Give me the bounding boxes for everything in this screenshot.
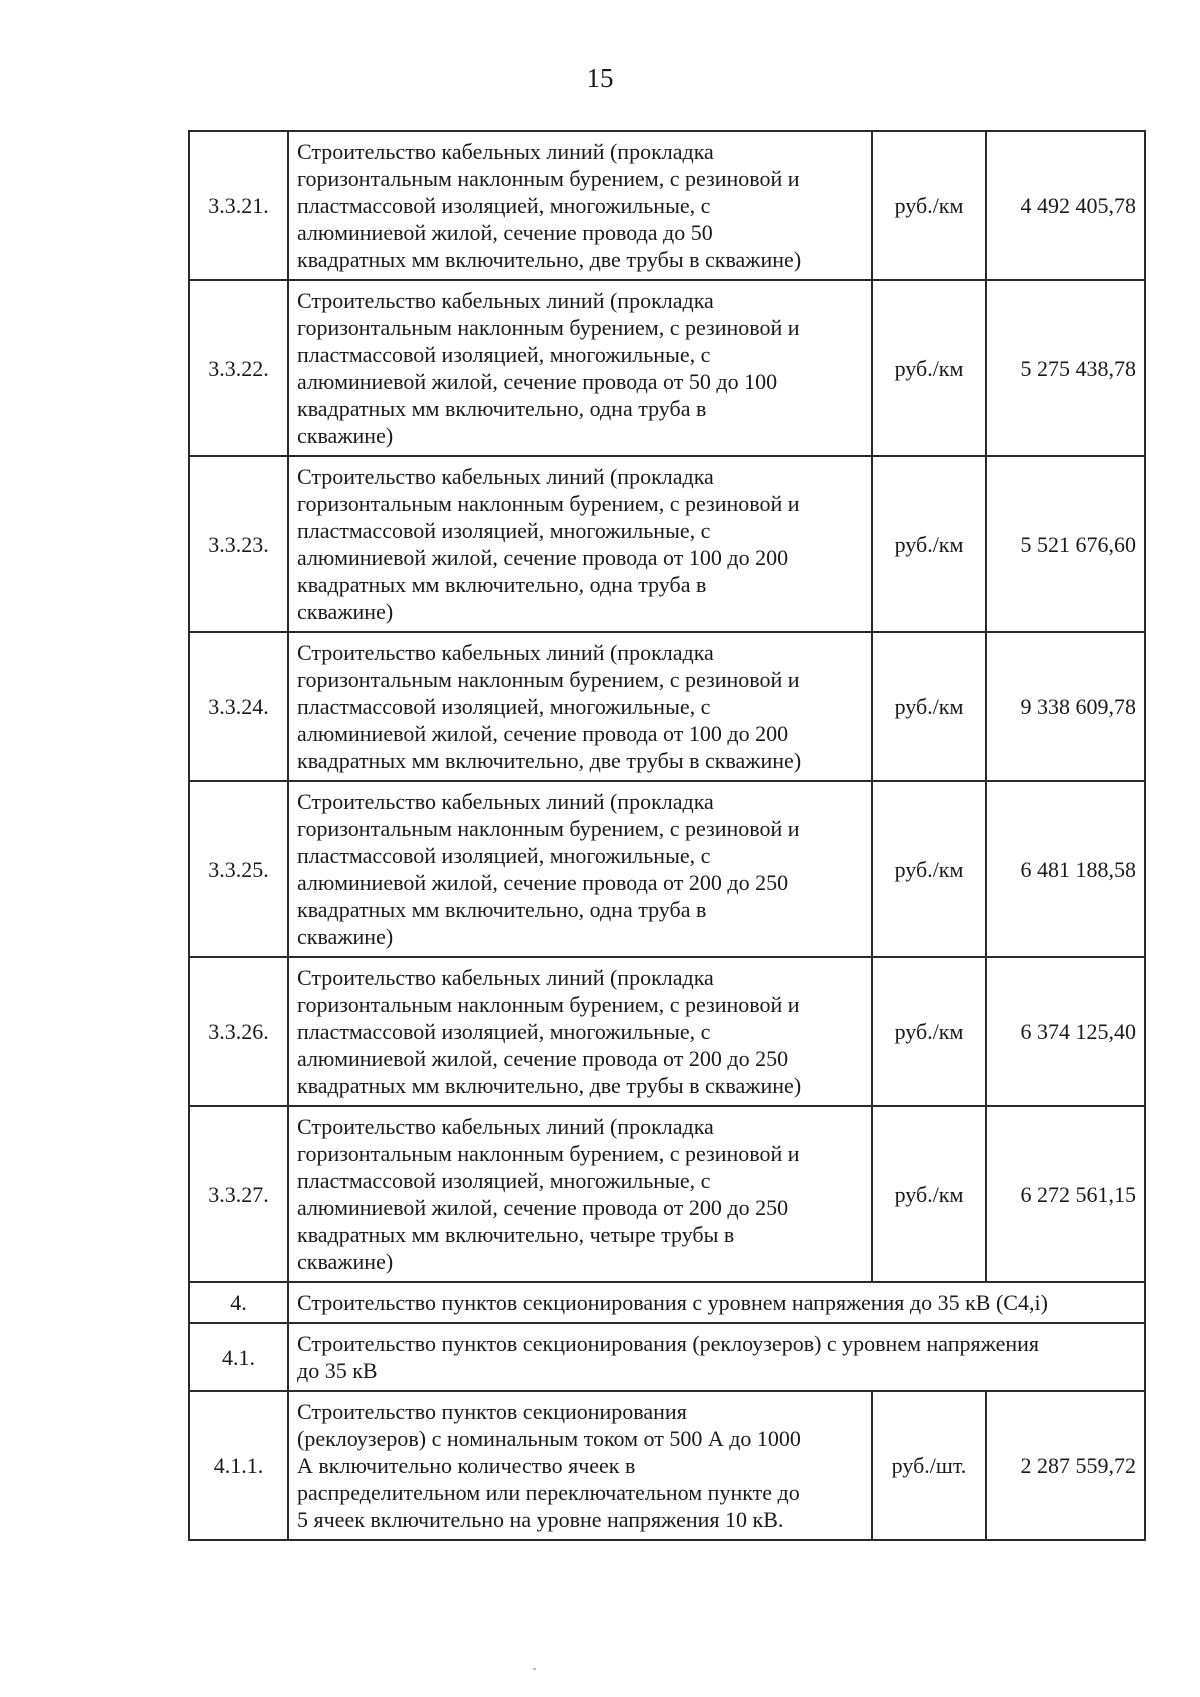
description-line: алюминиевой жилой, сечение провода от 200 до 250 [297, 870, 789, 895]
description-line: Строительство кабельных линий (прокладка [297, 288, 714, 313]
scan-speck [533, 1668, 536, 1670]
description-line: пластмассовой изоляцией, многожильные, с [297, 518, 711, 543]
item-number: 3.3.27. [189, 1106, 288, 1282]
description-line: скважине) [297, 924, 394, 949]
description-line: горизонтальным наклонным бурением, с резиновой и [297, 315, 800, 340]
item-description [288, 456, 872, 632]
tariff-table [188, 130, 1146, 1541]
description-line: горизонтальным наклонным бурением, с резиновой и [297, 1141, 800, 1166]
description-line: пластмассовой изоляцией, многожильные, с [297, 193, 711, 218]
item-number: 3.3.23. [189, 456, 288, 632]
description-line: скважине) [297, 423, 394, 448]
table-body [189, 131, 1145, 1540]
description-line: квадратных мм включительно, одна труба в [297, 396, 707, 421]
item-description [288, 1323, 1145, 1391]
table-row [189, 456, 1145, 632]
description-line: Строительство кабельных линий (прокладка [297, 965, 714, 990]
description-line: квадратных мм включительно, две трубы в скважине) [297, 748, 802, 773]
item-unit: руб./шт. [872, 1391, 986, 1540]
item-description [288, 1282, 1145, 1323]
item-price: 6 272 561,15 [986, 1106, 1145, 1282]
description-line: пластмассовой изоляцией, многожильные, с [297, 342, 711, 367]
table-row [189, 1282, 1145, 1323]
table-row [189, 280, 1145, 456]
description-line: алюминиевой жилой, сечение провода от 100 до 200 [297, 721, 789, 746]
description-line: Строительство пунктов секционирования (реклоузеров) с уровнем напряжения [297, 1331, 1039, 1356]
item-price: 6 374 125,40 [986, 957, 1145, 1106]
table-row [189, 1106, 1145, 1282]
item-description [288, 1391, 872, 1540]
table-row [189, 632, 1145, 781]
description-line: алюминиевой жилой, сечение провода от 200 до 250 [297, 1195, 789, 1220]
description-line: квадратных мм включительно, одна труба в [297, 572, 707, 597]
description-line: Строительство кабельных линий (прокладка [297, 139, 714, 164]
description-line: пластмассовой изоляцией, многожильные, с [297, 1168, 711, 1193]
description-line: Строительство пунктов секционирования [297, 1399, 687, 1424]
item-description [288, 781, 872, 957]
item-unit: руб./км [872, 1106, 986, 1282]
item-number: 3.3.26. [189, 957, 288, 1106]
item-unit: руб./км [872, 131, 986, 280]
item-number: 3.3.25. [189, 781, 288, 957]
description-line: алюминиевой жилой, сечение провода от 50 до 100 [297, 369, 778, 394]
description-line: квадратных мм включительно, две трубы в скважине) [297, 1073, 802, 1098]
description-line: горизонтальным наклонным бурением, с резиновой и [297, 992, 800, 1017]
item-price: 6 481 188,58 [986, 781, 1145, 957]
item-unit: руб./км [872, 632, 986, 781]
description-line: Строительство кабельных линий (прокладка [297, 464, 714, 489]
item-unit: руб./км [872, 781, 986, 957]
description-line: (реклоузеров) с номинальным током от 500 А до 1000 [297, 1426, 801, 1451]
description-line: Строительство кабельных линий (прокладка [297, 640, 714, 665]
description-line: квадратных мм включительно, четыре трубы в [297, 1222, 735, 1247]
item-price: 2 287 559,72 [986, 1391, 1145, 1540]
item-number: 4.1.1. [189, 1391, 288, 1540]
description-line: 5 ячеек включительно на уровне напряжения 10 кВ. [297, 1507, 784, 1532]
description-line: Строительство пунктов секционирования с уровнем напряжения до 35 кВ (С4,i) [297, 1290, 1048, 1315]
item-number: 3.3.21. [189, 131, 288, 280]
item-unit: руб./км [872, 280, 986, 456]
description-line: Строительство кабельных линий (прокладка [297, 1114, 714, 1139]
item-unit: руб./км [872, 957, 986, 1106]
description-line: до 35 кВ [297, 1358, 378, 1383]
description-line: распределительном или переключательном пункте до [297, 1480, 800, 1505]
item-price: 9 338 609,78 [986, 632, 1145, 781]
description-line: алюминиевой жилой, сечение провода до 50 [297, 220, 713, 245]
description-line: алюминиевой жилой, сечение провода от 100 до 200 [297, 545, 789, 570]
description-line: горизонтальным наклонным бурением, с резиновой и [297, 491, 800, 516]
description-line: горизонтальным наклонным бурением, с резиновой и [297, 667, 800, 692]
description-line: алюминиевой жилой, сечение провода от 200 до 250 [297, 1046, 789, 1071]
item-description [288, 280, 872, 456]
item-description [288, 1106, 872, 1282]
item-description [288, 131, 872, 280]
item-number: 3.3.22. [189, 280, 288, 456]
page-number: 15 [586, 63, 614, 93]
item-number: 4. [189, 1282, 288, 1323]
description-line: А включительно количество ячеек в [297, 1453, 636, 1478]
item-unit: руб./км [872, 456, 986, 632]
item-number: 3.3.24. [189, 632, 288, 781]
table-row [189, 131, 1145, 280]
description-line: горизонтальным наклонным бурением, с резиновой и [297, 816, 800, 841]
description-line: пластмассовой изоляцией, многожильные, с [297, 843, 711, 868]
item-price: 5 275 438,78 [986, 280, 1145, 456]
table-row [189, 781, 1145, 957]
description-line: скважине) [297, 599, 394, 624]
item-description [288, 632, 872, 781]
description-line: квадратных мм включительно, одна труба в [297, 897, 707, 922]
description-line: Строительство кабельных линий (прокладка [297, 789, 714, 814]
item-number: 4.1. [189, 1323, 288, 1391]
table-row [189, 957, 1145, 1106]
table-row [189, 1323, 1145, 1391]
description-line: горизонтальным наклонным бурением, с резиновой и [297, 166, 800, 191]
item-price: 5 521 676,60 [986, 456, 1145, 632]
description-line: квадратных мм включительно, две трубы в скважине) [297, 247, 802, 272]
table-row [189, 1391, 1145, 1540]
description-line: пластмассовой изоляцией, многожильные, с [297, 694, 711, 719]
description-line: скважине) [297, 1249, 394, 1274]
item-price: 4 492 405,78 [986, 131, 1145, 280]
item-description [288, 957, 872, 1106]
description-line: пластмассовой изоляцией, многожильные, с [297, 1019, 711, 1044]
